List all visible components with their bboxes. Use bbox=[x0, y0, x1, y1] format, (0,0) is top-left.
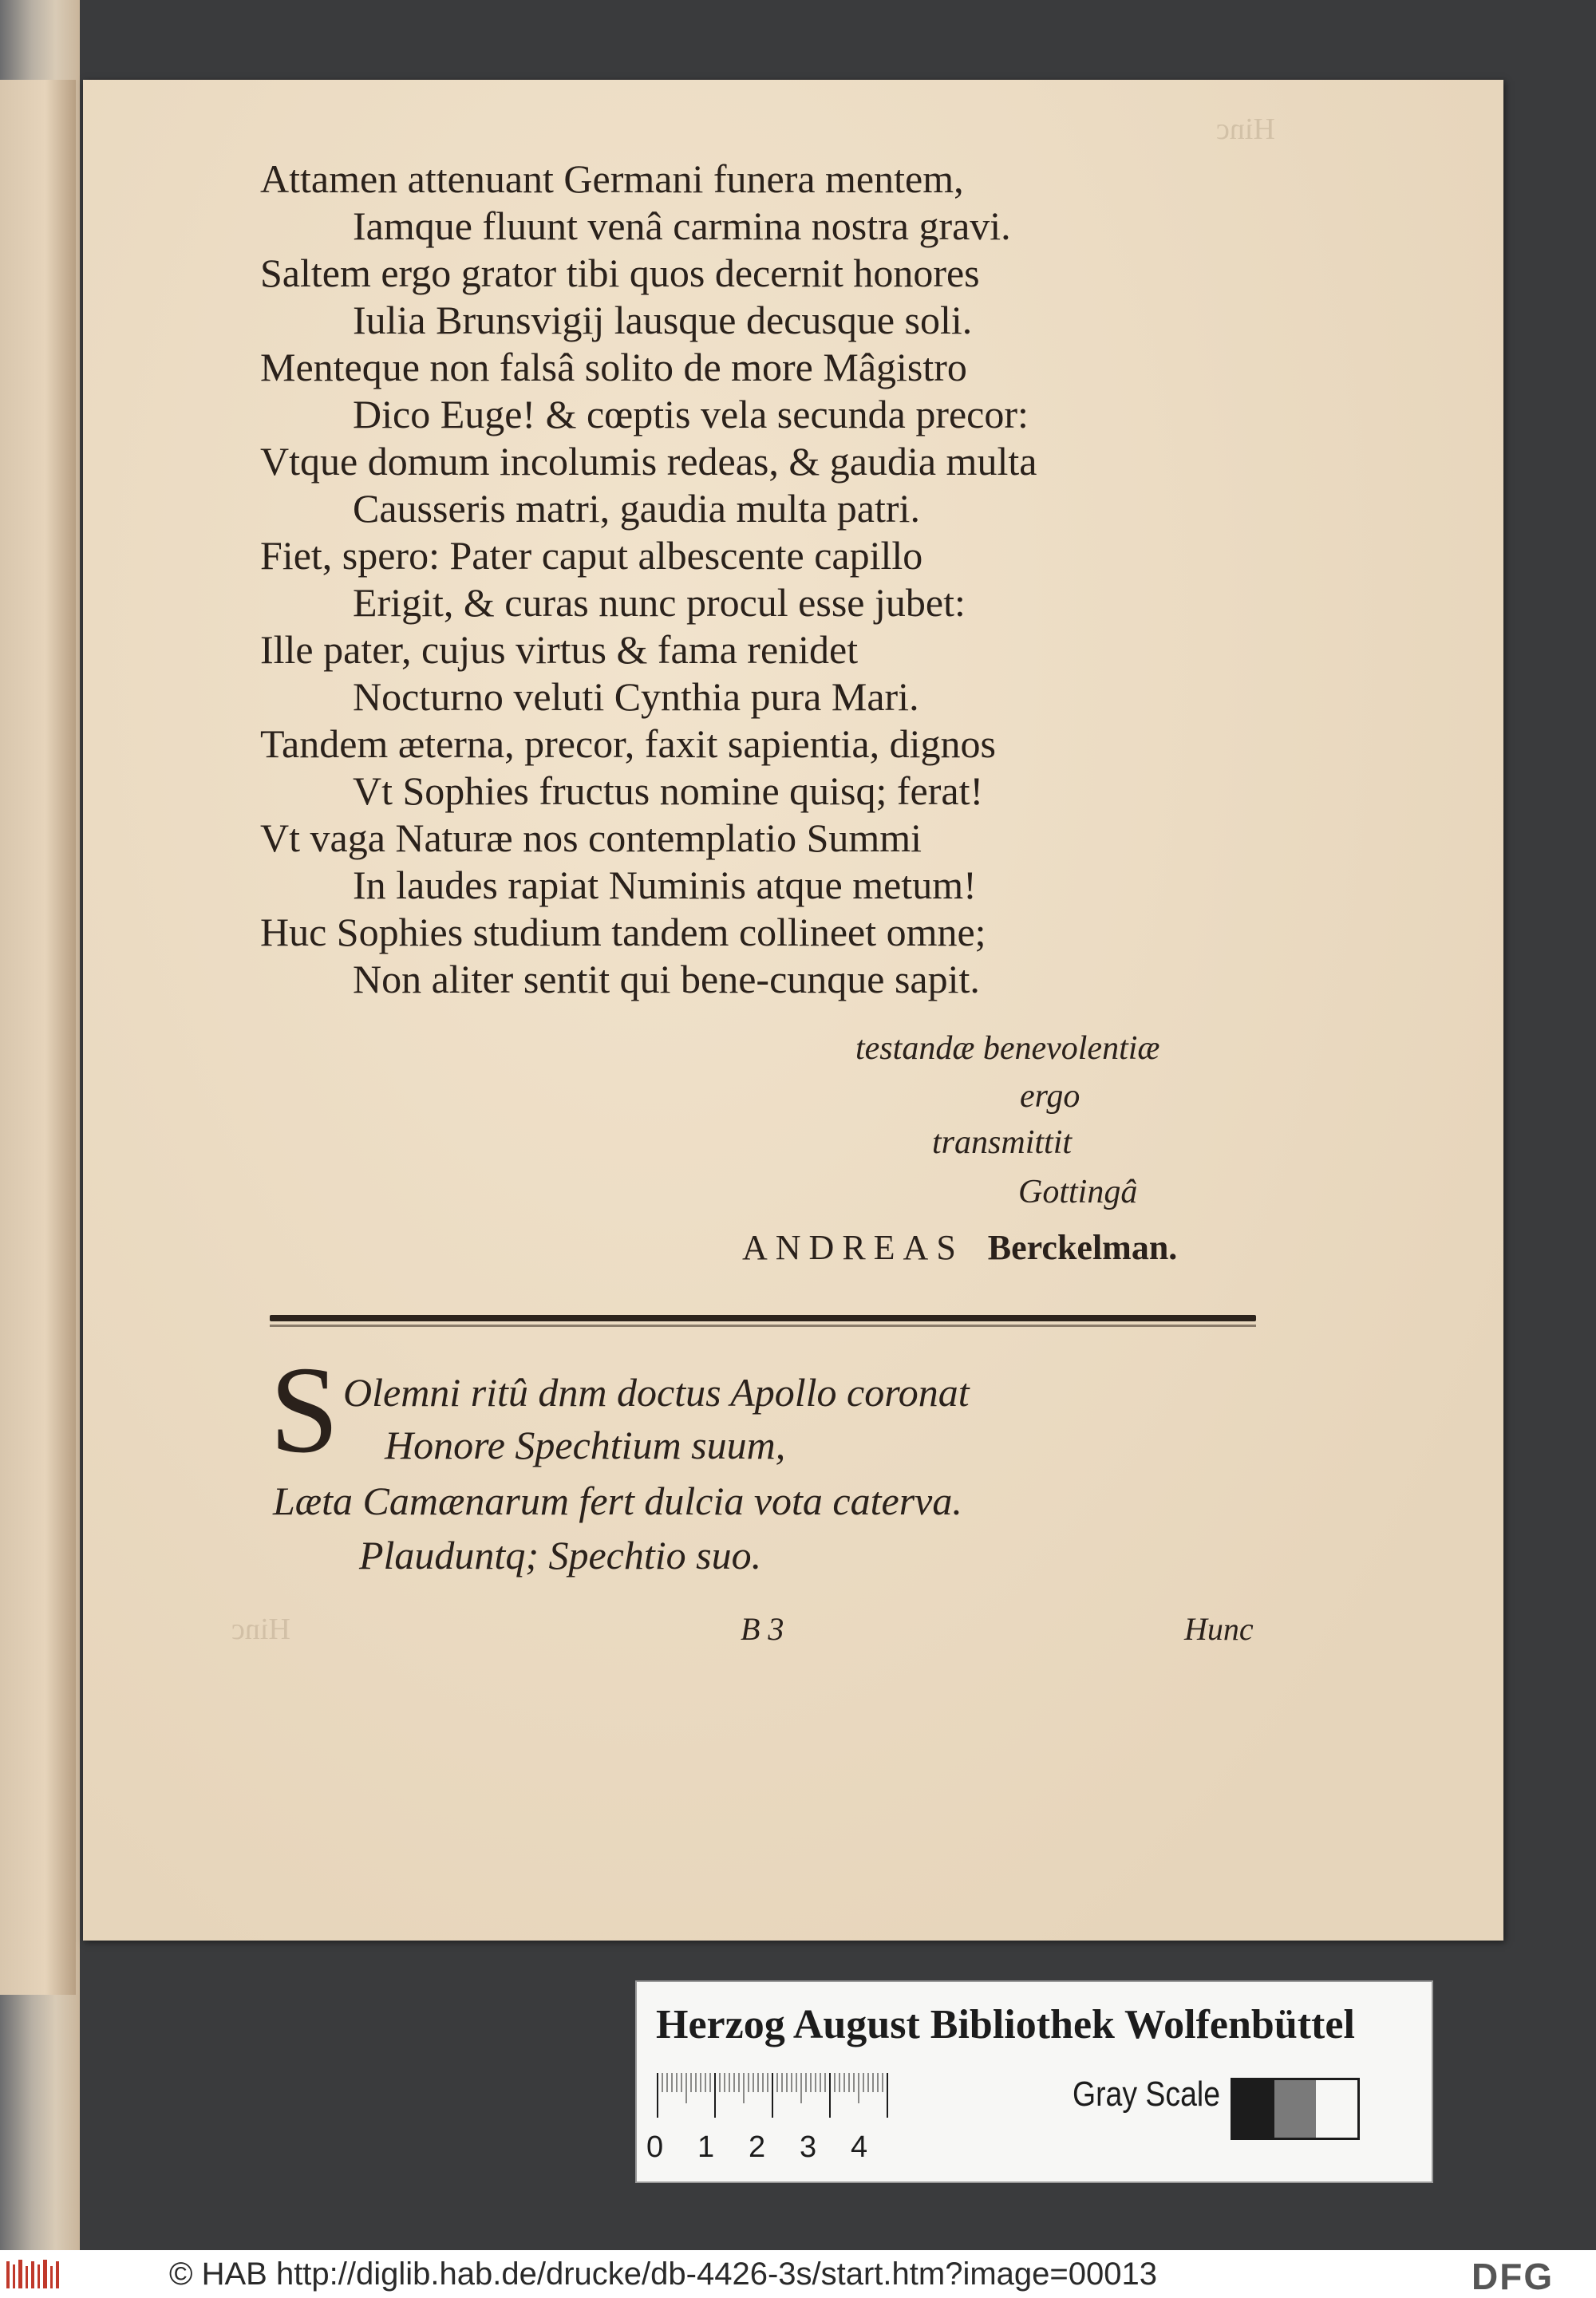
author-name bbox=[742, 1227, 1177, 1268]
poem-line: Vt Sophies fructus nomine quisq; ferat! bbox=[353, 768, 984, 813]
gray-scale-swatches bbox=[1231, 2078, 1360, 2140]
ruler-number: 0 bbox=[646, 2130, 664, 2164]
poem-block bbox=[260, 156, 1298, 1003]
signature-line-1: testandæ benevolentiæ bbox=[855, 1030, 1160, 1067]
facing-page-edge bbox=[0, 80, 76, 1995]
gray-swatch bbox=[1316, 2080, 1357, 2138]
measurement-ruler bbox=[656, 2071, 886, 2119]
poem-line: Erigit, & curas nunc procul esse jubet: bbox=[353, 580, 966, 625]
library-name: Herzog August Bibliothek Wolfenbüttel bbox=[656, 2002, 1355, 2047]
poem-line: Iulia Brunsvigij lausque decusque soli. bbox=[353, 298, 973, 342]
ruler-numbers bbox=[646, 2130, 902, 2166]
signature-mark: B 3 bbox=[741, 1611, 784, 1647]
poem-line: Huc Sophies studium tandem collineet omne; bbox=[260, 910, 986, 954]
author-surname: Berckelman. bbox=[987, 1228, 1178, 1267]
section-divider-underline bbox=[270, 1325, 1256, 1327]
poem-line: Fiet, spero: Pater caput albescente capillo bbox=[260, 533, 923, 578]
ode-line-4: Plauduntq; Spechtio suo. bbox=[359, 1533, 762, 1577]
gray-scale-label: Gray Scale bbox=[1073, 2075, 1220, 2114]
bleed-through-catchword: Hinc bbox=[231, 1613, 290, 1646]
ruler-number: 2 bbox=[749, 2130, 766, 2164]
hab-logo-icon bbox=[6, 2258, 64, 2292]
signature-line-4: Gottingâ bbox=[1018, 1174, 1138, 1210]
catchword: Hunc bbox=[1184, 1611, 1254, 1647]
poem-line: Iamque fluunt venâ carmina nostra gravi. bbox=[353, 203, 1011, 248]
poem-line: Causseris matri, gaudia multa patri. bbox=[353, 486, 920, 531]
ode-line-1: Olemni ritû dnm doctus Apollo coronat bbox=[343, 1370, 970, 1415]
poem-line: Ille pater, cujus virtus & fama renidet bbox=[260, 627, 859, 672]
color-scale-card bbox=[635, 1980, 1433, 2183]
ode-line-3: Læta Camænarum fert dulcia vota caterva. bbox=[273, 1479, 962, 1523]
poem-line: Tandem æterna, precor, faxit sapientia, dignos bbox=[260, 721, 996, 766]
poem-line: Menteque non falsâ solito de more Mâgistro bbox=[260, 345, 967, 389]
poem-line: In laudes rapiat Numinis atque metum! bbox=[353, 863, 977, 907]
author-first-name: ANDREAS bbox=[742, 1228, 964, 1267]
poem-line: Vtque domum incolumis redeas, & gaudia multa bbox=[260, 439, 1037, 484]
ruler-number: 4 bbox=[851, 2130, 868, 2164]
ruler-ticks bbox=[656, 2071, 895, 2119]
poem-line: Saltem ergo grator tibi quos decernit honores bbox=[260, 251, 980, 295]
drop-capital: S bbox=[270, 1340, 339, 1479]
poem-line: Vt vaga Naturæ nos contemplatio Summi bbox=[260, 815, 922, 860]
gray-swatch bbox=[1274, 2080, 1316, 2138]
signature-line-3: transmittit bbox=[932, 1124, 1073, 1161]
dfg-logo: DFG bbox=[1472, 2256, 1555, 2297]
gray-swatch bbox=[1233, 2080, 1274, 2138]
poem-line: Nocturno veluti Cynthia pura Mari. bbox=[353, 674, 919, 719]
section-divider bbox=[270, 1315, 1256, 1321]
ruler-number: 1 bbox=[697, 2130, 715, 2164]
poem-line: Dico Euge! & cœptis vela secunda precor: bbox=[353, 392, 1029, 436]
signature-line-2: ergo bbox=[1020, 1078, 1080, 1115]
bleed-through-text: Hinc bbox=[1216, 113, 1275, 146]
ode-line-2: Honore Spechtium suum, bbox=[385, 1423, 786, 1467]
poem-line: Non aliter sentit qui bene-cunque sapit. bbox=[353, 957, 980, 1001]
footer-copyright-url[interactable]: © HAB http://diglib.hab.de/drucke/db-4426-3s/start.htm?image=00013 bbox=[169, 2257, 1157, 2292]
poem-line: Attamen attenuant Germani funera mentem, bbox=[260, 156, 964, 201]
ruler-number: 3 bbox=[800, 2130, 817, 2164]
